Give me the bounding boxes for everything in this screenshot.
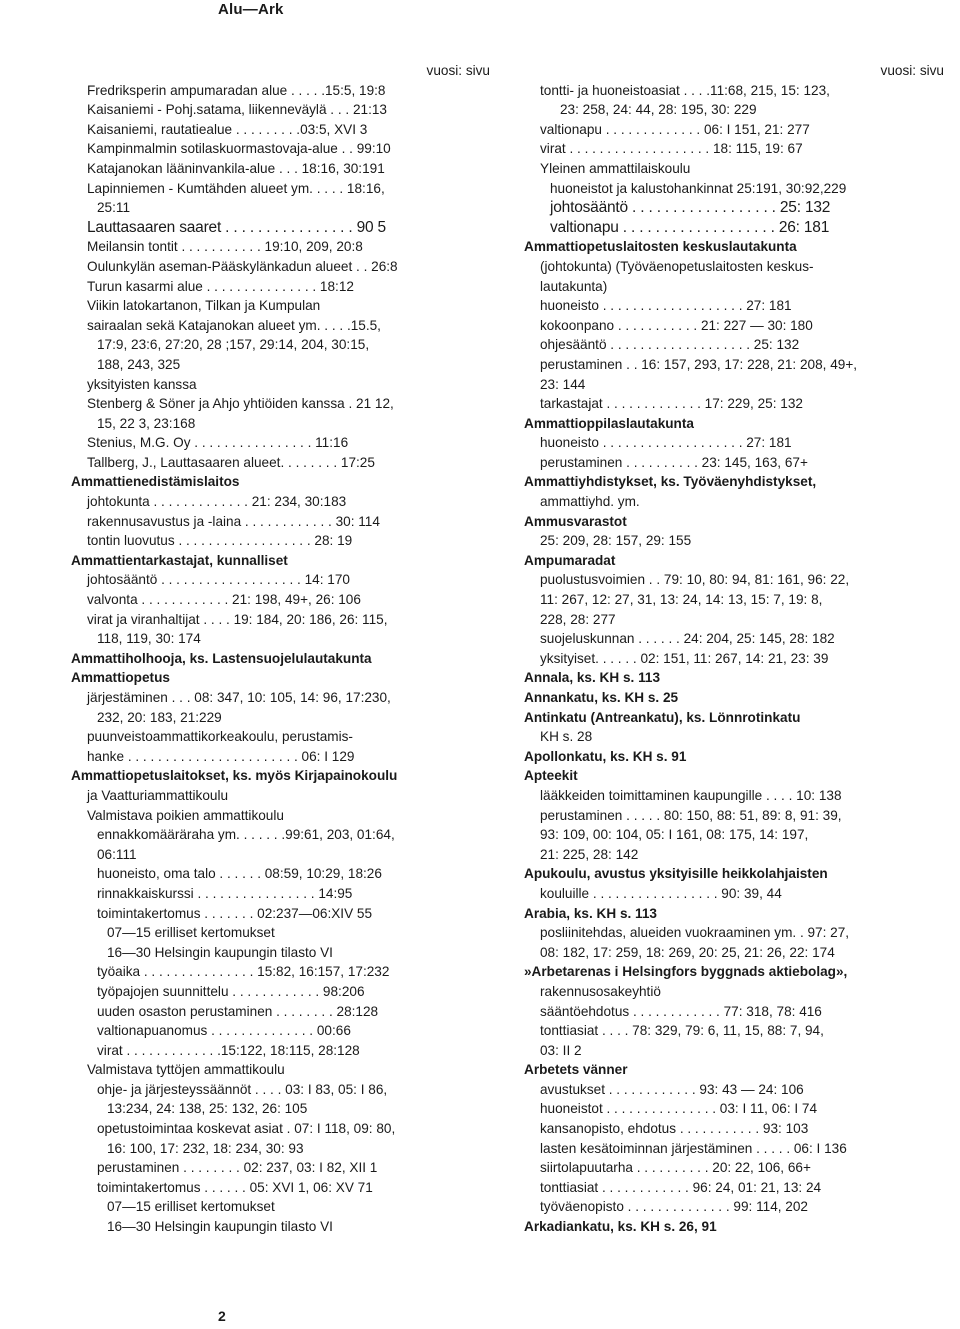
index-entry: Lauttasaaren saaret . . . . . . . . . . . . . . . . 90 5: [87, 218, 386, 236]
index-entry: 188, 243, 325: [97, 356, 181, 372]
index-entry: huoneistot ja kalustohankinnat 25:191, 30:92,229: [550, 180, 847, 196]
left-column: [71, 61, 498, 1237]
index-entry: kansanopisto, ehdotus . . . . . . . . . . . 93: 103: [540, 1121, 809, 1137]
index-entry: 13:234, 24: 138, 25: 132, 26: 105: [107, 1101, 308, 1117]
index-entry: Valmistava tyttöjen ammattikoulu: [87, 1062, 285, 1078]
index-entry: ja Vaatturiammattikoulu: [87, 787, 229, 803]
index-entry: ohjesääntö . . . . . . . . . . . . . . . . . . . 25: 132: [540, 337, 800, 353]
index-heading: Ammattioppilaslautakunta: [524, 415, 694, 431]
index-entry: rakennusosakeyhtiö: [540, 983, 661, 999]
index-entry: 16: 100, 17: 232, 18: 234, 30: 93: [107, 1140, 304, 1156]
index-entry: Fredriksperin ampumaradan alue . . . . .15:5, 19:8: [87, 82, 386, 98]
index-entry: Kaisaniemi, rautatiealue . . . . . . . . .03:5, XVI 3: [87, 121, 368, 137]
index-entry: huoneistot . . . . . . . . . . . . . . . 03: I 11, 06: I 74: [540, 1101, 818, 1117]
index-entry: rinnakkaiskurssi . . . . . . . . . . . . . . . . 14:95: [97, 885, 353, 901]
index-entry: Katajanokan lääninvankila-alue . . . 18:16, 30:191: [87, 160, 385, 176]
index-entry: 07—15 erilliset kertomukset: [107, 925, 275, 941]
index-entry: työväenopisto . . . . . . . . . . . . . . 99: 114, 202: [540, 1199, 808, 1215]
index-heading: Ammattiholhooja, ks. Lastensuojelulautakunta: [71, 650, 372, 666]
index-entry: 03: II 2: [540, 1042, 582, 1058]
index-entry: puolustusvoimien . . 79: 10, 80: 94, 81: 161, 96: 22,: [540, 572, 850, 588]
index-entry: 23: 144: [540, 376, 586, 392]
index-entry: Lapinniemen - Kumtähden alueet ym. . . . . 18:16,: [87, 180, 385, 196]
index-entry: lasten kesätoiminnan järjestäminen . . . . . 06: I 136: [540, 1140, 847, 1156]
index-entry: huoneisto . . . . . . . . . . . . . . . . . . . 27: 181: [540, 298, 792, 314]
index-heading: »Arbetarenas i Helsingfors byggnads aktiebolag»,: [524, 964, 848, 980]
index-entry: perustaminen . . 16: 157, 293, 17: 228, 21: 208, 49+,: [540, 356, 858, 372]
index-entry: avustukset . . . . . . . . . . . . 93: 43 — 24: 106: [540, 1081, 804, 1097]
index-entry: sairaalan sekä Katajanokan alueet ym. . . . .15.5,: [87, 317, 381, 333]
index-entry: tontin luovutus . . . . . . . . . . . . . . . . . . 28: 19: [87, 533, 353, 549]
index-entry: huoneisto . . . . . . . . . . . . . . . . . . . 27: 181: [540, 435, 792, 451]
index-entry: Stenberg & Söner ja Ahjo yhtiöiden kanssa . 21 12,: [87, 396, 394, 412]
index-entry: tonttiasiat . . . . 78: 329, 79: 6, 11, 15, 88: 7, 94,: [540, 1023, 824, 1039]
index-entry: johtosääntö . . . . . . . . . . . . . . . . . . 25: 132: [550, 199, 831, 217]
index-heading: Annala, ks. KH s. 113: [524, 670, 661, 686]
index-entry: perustaminen . . . . . . . . 02: 237, 03: I 82, XII 1: [97, 1160, 378, 1176]
index-entry: Valmistava poikien ammattikoulu: [87, 807, 284, 823]
index-entry: opetustoimintaa koskevat asiat . 07: I 118, 09: 80,: [97, 1121, 396, 1137]
page-number: 2: [218, 1308, 226, 1324]
index-entry: 25:11: [97, 200, 131, 216]
index-entry: Tallberg, J., Lauttasaaren alueet. . . . . . . . 17:25: [87, 454, 375, 470]
index-heading: Ammattiopetus: [71, 670, 170, 686]
index-entry: virat . . . . . . . . . . . . .15:122, 18:115, 28:128: [97, 1042, 360, 1058]
index-entry: suojeluskunnan . . . . . . 24: 204, 25: 145, 28: 182: [540, 631, 835, 647]
index-entry: siirtolapuutarha . . . . . . . . . . 20: 22, 106, 66+: [540, 1160, 811, 1176]
left-column-header: vuosi: sivu: [426, 63, 490, 78]
index-entry: 232, 20: 183, 21:229: [97, 709, 222, 725]
index-heading: Apollonkatu, ks. KH s. 91: [524, 748, 687, 764]
index-entry: 07—15 erilliset kertomukset: [107, 1199, 275, 1215]
index-entry: Meilansin tontit . . . . . . . . . . . 19:10, 209, 20:8: [87, 239, 363, 255]
index-heading: Ampumaradat: [524, 552, 616, 568]
index-entry: 228, 28: 277: [540, 611, 616, 627]
index-entry: virat ja viranhaltijat . . . . 19: 184, 20: 186, 26: 115,: [87, 611, 388, 627]
index-entry: järjestäminen . . . 08: 347, 10: 105, 14: 96, 17:230,: [87, 690, 391, 705]
index-entry: 21: 225, 28: 142: [540, 846, 639, 862]
index-entry: Yleinen ammattilaiskoulu: [540, 160, 691, 176]
index-entry: toimintakertomus . . . . . . 05: XVI 1, 06: XV 71: [97, 1179, 373, 1195]
index-entry: Kampinmalmin sotilaskuormastovaja-alue . . 99:10: [87, 141, 391, 157]
index-heading: Antinkatu (Antreankatu), ks. Lönnrotinkatu: [524, 709, 801, 725]
index-entry: KH s. 28: [540, 729, 593, 745]
index-entry: 93: 109, 00: 104, 05: I 161, 08: 175, 14: 197,: [540, 827, 809, 843]
index-heading: Ammusvarastot: [524, 513, 627, 529]
index-heading: Ammattiopetuslaitokset, ks. myös Kirjapainokoulu: [71, 768, 398, 784]
index-entry: lautakunta): [540, 278, 608, 294]
index-entry: Turun kasarmi alue . . . . . . . . . . . . . . . 18:12: [87, 278, 354, 294]
index-entry: posliinitehdas, alueiden vuokraaminen ym. . 97: 27,: [540, 925, 850, 941]
index-entry: valtionapuanomus . . . . . . . . . . . . . . 00:66: [97, 1023, 351, 1039]
index-entry: perustaminen . . . . . . . . . . 23: 145, 163, 67+: [540, 454, 808, 470]
index-entry: (johtokunta) (Työväenopetuslaitosten keskus-: [540, 258, 814, 274]
index-entry: 17:9, 23:6, 27:20, 28 ;157, 29:14, 204, 30:15,: [97, 337, 370, 353]
index-entry: puunveistoammattikorkeakoulu, perustamis-: [87, 729, 353, 745]
index-entry: virat . . . . . . . . . . . . . . . . . . . 18: 115, 19: 67: [540, 141, 803, 157]
index-entry: johtosääntö . . . . . . . . . . . . . . . . . . . 14: 170: [87, 572, 350, 588]
index-entry: Oulunkylän aseman-Pääskylänkadun alueet . . 26:8: [87, 258, 398, 274]
index-entry: työaika . . . . . . . . . . . . . . . 15:82, 16:157, 17:232: [97, 964, 390, 980]
index-entry: 15, 22 3, 23:168: [97, 415, 196, 431]
index-entry: kokoonpano . . . . . . . . . . . 21: 227 — 30: 180: [540, 317, 813, 333]
index-entry: 25: 209, 28: 157, 29: 155: [540, 533, 692, 549]
left-entries: [71, 81, 498, 1237]
index-entry: lääkkeiden toimittaminen kaupungille . . . . 10: 138: [540, 787, 842, 803]
index-heading: Ammattiopetuslaitosten keskuslautakunta: [524, 239, 797, 255]
index-entry: sääntöehdotus . . . . . . . . . . . . 77: 318, 78: 416: [540, 1003, 822, 1019]
index-entry: toimintakertomus . . . . . . . 02:237—06:XIV 55: [97, 905, 373, 921]
index-heading: Annankatu, ks. KH s. 25: [524, 690, 679, 705]
right-entries: [524, 81, 952, 1237]
index-heading: Apteekit: [524, 768, 578, 784]
index-heading: Ammattienedistämislaitos: [71, 474, 240, 490]
index-entry: 06:111: [97, 846, 137, 862]
index-entry: perustaminen . . . . . 80: 150, 88: 51, 89: 8, 91: 39,: [540, 807, 842, 823]
index-entry: valtionapu . . . . . . . . . . . . . 06: I 151, 21: 277: [540, 121, 810, 137]
index-entry: ammattiyhd. ym.: [540, 494, 640, 510]
index-heading: Arabia, ks. KH s. 113: [524, 905, 657, 921]
index-entry: hanke . . . . . . . . . . . . . . . . . . . . . . . 06: I 129: [87, 748, 355, 764]
page-header: Alu—Ark: [218, 1, 284, 18]
index-entry: tontti- ja huoneistoasiat . . . .11:68, 215, 15: 123,: [540, 82, 830, 98]
index-entry: rakennusavustus ja -laina . . . . . . . . . . . . 30: 114: [87, 513, 380, 529]
index-entry: työpajojen suunnittelu . . . . . . . . . . . . 98:206: [97, 983, 365, 999]
index-entry: valvonta . . . . . . . . . . . . 21: 198, 49+, 26: 106: [87, 592, 361, 608]
index-entry: 118, 119, 30: 174: [97, 631, 201, 647]
index-entry: Viikin latokartanon, Tilkan ja Kumpulan: [87, 298, 321, 314]
index-entry: huoneisto, oma talo . . . . . . 08:59, 10:29, 18:26: [97, 866, 382, 882]
index-entry: ohje- ja järjesteyssäännöt . . . . 03: I 83, 05: I 86,: [97, 1081, 388, 1097]
index-entry: kouluille . . . . . . . . . . . . . . . . . 90: 39, 44: [540, 885, 782, 901]
index-entry: ennakkomääräraha ym. . . . . . .99:61, 203, 01:64,: [97, 827, 395, 843]
index-entry: 08: 182, 17: 259, 18: 269, 20: 25, 21: 26, 22: 174: [540, 944, 835, 960]
index-entry: Stenius, M.G. Oy . . . . . . . . . . . . . . . . 11:16: [87, 435, 349, 451]
index-heading: Arkadiankatu, ks. KH s. 26, 91: [524, 1219, 717, 1235]
index-entry: tonttiasiat . . . . . . . . . . . . 96: 24, 01: 21, 13: 24: [540, 1179, 822, 1195]
index-entry: 23: 258, 24: 44, 28: 195, 30: 229: [560, 102, 757, 118]
index-entry: 16—30 Helsingin kaupungin tilasto VI: [107, 1219, 333, 1235]
index-entry: yksityiset. . . . . . 02: 151, 11: 267, 14: 21, 23: 39: [540, 650, 829, 666]
index-entry: 11: 267, 12: 27, 31, 13: 24, 14: 13, 15: 7, 19: 8,: [540, 592, 823, 608]
index-entry: Kaisaniemi - Pohj.satama, liikenneväylä . . . 21:13: [87, 102, 387, 118]
index-heading: Apukoulu, avustus yksityisille heikkolahjaisten: [524, 866, 828, 882]
index-entry: valtionapu . . . . . . . . . . . . . . . . . . . 26: 181: [550, 218, 830, 236]
index-heading: Ammattientarkastajat, kunnalliset: [71, 552, 288, 568]
index-heading: Arbetets vänner: [524, 1062, 628, 1078]
index-heading: Ammattiyhdistykset, ks. Työväenyhdistykset,: [524, 474, 817, 490]
index-entry: tarkastajat . . . . . . . . . . . . . 17: 229, 25: 132: [540, 396, 803, 412]
index-entry: uuden osaston perustaminen . . . . . . . . 28:128: [97, 1003, 379, 1019]
right-column: [524, 61, 952, 1237]
right-column-header: vuosi: sivu: [880, 63, 944, 78]
index-entry: 16—30 Helsingin kaupungin tilasto VI: [107, 944, 333, 960]
index-entry: johtokunta . . . . . . . . . . . . . 21: 234, 30:183: [87, 494, 347, 510]
index-entry: yksityisten kanssa: [87, 376, 197, 392]
